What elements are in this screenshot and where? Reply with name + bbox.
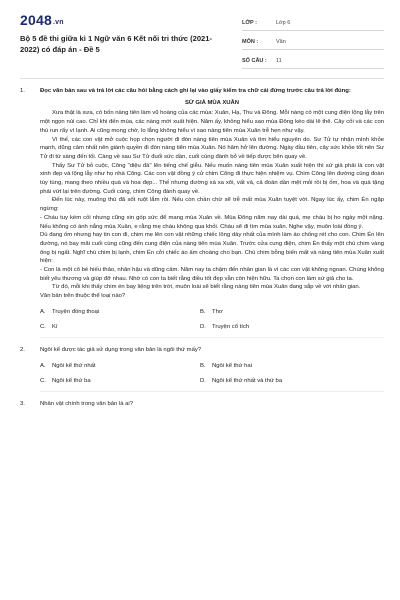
option-b[interactable]: [200, 308, 360, 317]
question-1: [20, 87, 384, 338]
question-prompt: Ngôi kể được tác giả sử dụng trong văn bản là ngôi thứ mấy?: [40, 347, 202, 354]
question-divider: [40, 391, 384, 392]
question-divider: [40, 337, 384, 338]
question-3: [20, 400, 384, 409]
question-number: 1.: [20, 88, 25, 94]
question-number: 3.: [20, 401, 25, 408]
question-prompt: Nhân vật chính trong văn bản là ai?: [40, 401, 134, 408]
answer-options: [40, 362, 384, 385]
passage-paragraph: Vì thế, các con vật mở cuộc họp chọn người đi đón nàng tiên mùa Xuân và tìm hiểu nguyên do. Sư Tử tự nhận mình khỏe mạnh, dũng cảm nhất nên giành quyền đi đón nàng tiên mùa Xuân. Nó hăm hở lên đường. Ngày đầu tiên, cây sức khỏe tốt nên Sư Tử đi từ sáng đến tối. Càng về sau Sư Tử đuối sức dần, cuối cùng đành bỏ về tiếp được bên quay về.: [40, 136, 384, 160]
option-letter: D.: [200, 377, 206, 384]
meta-row-class: [242, 16, 384, 31]
header-divider: [20, 78, 384, 79]
option-text: Thơ: [212, 308, 223, 315]
option-text: Ngôi kể thứ ba: [52, 377, 91, 384]
passage-title: SỨ GIẢ MÙA XUÂN: [184, 99, 240, 106]
passage-paragraph: Từ đó, mỗi khi thấy chim én bay liệng trên trời, muôn loài sẽ biết rằng nàng tiên mùa Xuân đang sắp về với nhân gian.: [52, 284, 361, 291]
meta-row-subject: [242, 35, 384, 50]
option-letter: A.: [40, 362, 46, 369]
question-prompt: Đọc văn bản sau và trả lời các câu hỏi bằng cách ghi lại vào giấy kiểm tra chữ cái đứng trước câu trả lời đúng:: [40, 88, 351, 94]
meta-label: LỚP :: [242, 20, 257, 26]
option-c[interactable]: [40, 377, 200, 386]
option-b[interactable]: [200, 362, 360, 371]
passage-paragraph: - Con là một cô bé hiếu thảo, nhân hậu và dũng cảm. Năm nay ta chậm đến nhân gian là vì các con vật không ngoan. Chúng không biết yêu thương và giúp đỡ nhau. Nhờ có con ta biết rằng điều tốt đẹp vẫn còn hiện hữu. Ta chọn con làm sứ giả cho ta.: [40, 267, 384, 282]
option-letter: A.: [40, 308, 46, 315]
option-d[interactable]: [200, 323, 360, 332]
option-d[interactable]: [200, 377, 360, 386]
option-a[interactable]: [40, 308, 200, 317]
site-logo[interactable]: 2048.vn: [20, 12, 64, 28]
option-text: Ngôi kể thứ hai: [212, 362, 252, 369]
option-letter: C.: [40, 377, 46, 384]
passage-paragraph: Xưa thật là xưa, có bốn nàng tiên làm vũ hoàng của các mùa: Xuân, Hạ, Thu và Đông. Mỗi nàng có một cung điện lộng lẫy trên một ngọn núi cao. Chỉ khi đến mùa, các nàng mới xuất hiện. Năm ấy, không hiểu sao mùa Đông kéo dài lê thê. Cây cối và các con thú run rẩy vì lạnh. Ai cũng mong chờ, lo lắng không hiểu vì sao nàng tiên mùa Xuân trễ hẹn như vậy.: [40, 110, 384, 134]
option-letter: B.: [200, 362, 206, 369]
option-a[interactable]: [40, 362, 200, 371]
option-text: Truyện cổ tích: [212, 323, 250, 330]
option-c[interactable]: [40, 323, 200, 332]
option-text: Truyện đồng thoại: [52, 308, 100, 315]
option-letter: C.: [40, 323, 46, 330]
meta-label: SỐ CÂU :: [242, 58, 267, 64]
meta-row-count: [242, 54, 384, 69]
passage-paragraph: Thấy Sư Tử bỏ cuộc, Công "diệu đà" lên tiếng chế giễu. Nếu muốn nàng tiên mùa Xuân xuất hiện thì sứ giả phải là con vật xinh đẹp và lộng lẫy như họ nhà Công. Các con vật đồng ý cử chim Công đi thực hiện nhiệm vụ. Chim Công lên đường cùng đoàn tùy tùng, mang theo nhiều quà và hoa đẹp... Thế nhưng đường xá xa xôi, vất vả, cả đoàn dần mệt mỏi rồi bị ốm, hoa và quà tặng phải vứt lại trên đường. Cuối cùng, chim Công đành quay về.: [40, 162, 384, 195]
option-letter: B.: [200, 308, 206, 315]
question-number: 2.: [20, 347, 25, 354]
document-title: Bộ 5 đề thi giữa kì 1 Ngữ văn 6 Kết nối tri thức (2021-2022) có đáp án - Đề 5: [20, 34, 213, 54]
question-2: [20, 346, 384, 392]
option-letter: D.: [200, 323, 206, 330]
passage-paragraph: Dù đang ốm nhưng hay tin con đi, chim mẹ lên con vật những chiếc lông dày nhất của mình làm áo chống rét cho con. Chim Én lên đường, nó bay mãi cuối cùng cũng đến cung điện của nàng tiên mùa Xuân. Trước cửa cung điện, chim Én thấy một chú chim vàng ông bị ngất. Nghĩ chú chim bị lạnh, chim Én cởi chiếc áo ấm choàng cho bạn. Chú chim bỗng biến mất và nàng tiên mùa Xuân xuất hiện:: [40, 232, 384, 265]
header: [20, 12, 384, 72]
option-text: Kí: [52, 323, 58, 330]
sub-question: Văn bản trên thuộc thể loại nào?: [40, 293, 126, 300]
meta-value: 11: [276, 58, 282, 64]
passage-paragraph: - Cháu tuy kém cỏi nhưng cũng xin góp sức để mang mùa Xuân về. Mùa Đông năm nay dài quá, mẹ cháu bị ho ngày một nặng. Nếu không có ánh nắng mùa Xuân, e rằng mẹ cháu không qua khỏi. Cháu sẽ đi tìm mùa xuân. Nghe vậy, muôn loài đồng ý.: [40, 214, 384, 230]
passage-paragraph: Đến lúc này, muông thú đã sốt ruột lắm rồi. Nếu còn chần chừ sẽ trễ mất mùa Xuân tuyệt vời. Ngay lúc ấy, chim Én ngập ngừng:: [40, 197, 384, 213]
meta-value: Lớp 6: [276, 20, 291, 26]
meta-label: MÔN :: [242, 39, 259, 45]
option-text: Ngôi kể thứ nhất: [52, 362, 96, 369]
answer-options: [40, 308, 384, 331]
meta-value: Văn: [276, 39, 286, 45]
meta-info: [242, 16, 384, 73]
option-text: Ngôi kể thứ nhất và thứ ba: [212, 377, 283, 384]
